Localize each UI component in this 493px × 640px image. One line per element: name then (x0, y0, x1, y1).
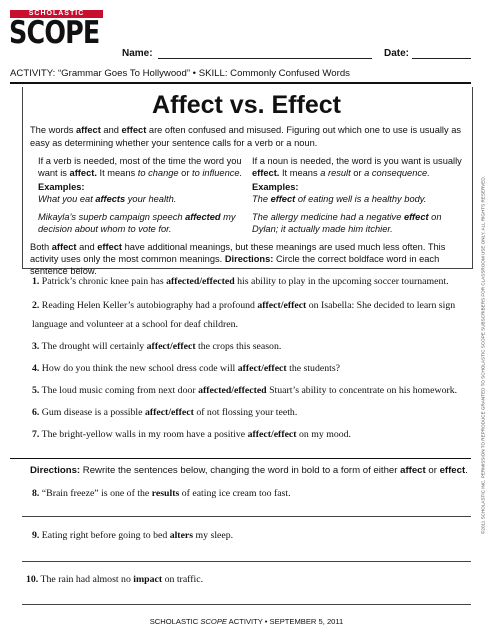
name-label: Name: (122, 48, 153, 59)
answer-line-10[interactable] (22, 604, 471, 605)
effect-column: If a noun is needed, the word is you want is usually effect. It means a result or a consequence. Examples: The effect of eating well is a healthy body. The allergy medicine had a negative effect on Dylan; it actually made him itchier. (252, 156, 462, 234)
rewrite-directions: Directions: Rewrite the sentences below, changing the word in bold to a form of either affect or effect. (30, 465, 468, 476)
activity-line: ACTIVITY: “Grammar Goes To Hollywood” • SKILL: Commonly Confused Words (10, 68, 350, 79)
question-1[interactable]: 1. Patrick’s chronic knee pain has affected/effected his ability to play in the upcoming soccer tournament. (32, 276, 449, 287)
brand-top-bar: SCHOLASTIC (10, 10, 103, 18)
question-10: 10. The rain had almost no impact on traffic. (26, 574, 204, 585)
header-rule (10, 82, 471, 84)
answer-line-9[interactable] (22, 561, 471, 562)
date-field[interactable] (412, 58, 471, 59)
section-divider (10, 458, 471, 459)
page-title: Affect vs. Effect (152, 91, 341, 119)
directions-label: Directions: (224, 254, 274, 264)
question-6[interactable]: 6. Gum disease is a possible affect/effect of not flossing your teeth. (32, 407, 298, 418)
examples-label: Examples: (38, 182, 85, 192)
date-label: Date: (384, 48, 410, 59)
question-5[interactable]: 5. The loud music coming from next door affected/effected Stuart’s ability to concentrate on his homework. (32, 385, 458, 396)
intro-text: The words affect and effect are often confused and misused. Figuring out which one to use is usually as easy as determining whether your sentence calls for a verb or a noun. (30, 125, 462, 148)
examples-label: Examples: (252, 182, 299, 192)
copyright-sidebar: ©2011 SCHOLASTIC INC. PERMISSION TO REPRODUCE GRANTED TO SCHOLASTIC SCOPE SUBSCRIBERS FOR CLASSROOM USE ONLY. ALL RIGHTS RESERVED. (480, 176, 486, 534)
question-2[interactable]: 2. Reading Helen Keller’s autobiography had a profound affect/effect on Isabella: She decided to learn sign language and volunteer at a school for deaf children. (32, 300, 456, 330)
affect-column: If a verb is needed, most of the time the word you want is affect. It means to change or to influence. Examples: What you eat affects your health. Mikayla’s superb campaign speech affected my decision about whom to vote for. (38, 156, 243, 234)
both-meanings-text: Both affect and effect have additional meanings, but these meanings are used much less often. This activity uses only the most common meanings. Directions: Circle the correct boldface word in each sentence below. (30, 242, 446, 276)
question-9: 9. Eating right before going to bed alters my sleep. (32, 530, 234, 541)
page-footer: SCHOLASTIC SCOPE ACTIVITY • SEPTEMBER 5, 2011 (149, 617, 344, 626)
question-7[interactable]: 7. The bright-yellow walls in my room have a positive affect/effect on my mood. (32, 429, 351, 440)
answer-line-8[interactable] (22, 516, 471, 517)
question-4[interactable]: 4. How do you think the new school dress code will affect/effect the students? (32, 363, 340, 374)
question-8: 8. “Brain freeze” is one of the results of eating ice cream too fast. (32, 488, 291, 499)
question-3[interactable]: 3. The drought will certainly affect/effect the crops this season. (32, 341, 282, 352)
name-field[interactable] (158, 58, 372, 59)
brand-logo: SCOPE (9, 15, 100, 51)
